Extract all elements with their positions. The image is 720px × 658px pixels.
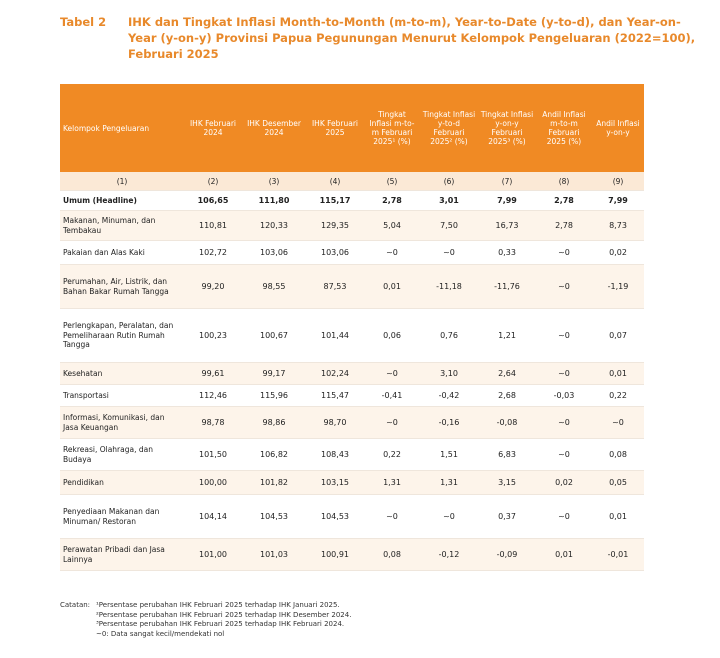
value-cell: 0,22 [592,385,644,407]
column-header: Andil Inflasi y-on-y [592,84,644,172]
value-cell: 115,47 [306,385,364,407]
value-cell: 0,07 [592,309,644,363]
value-cell: -11,76 [478,265,536,309]
column-header: Tingkat Inflasi y-to-d Februari 2025² (%) [420,84,478,172]
value-cell: ~0 [364,363,420,385]
column-header: Kelompok Pengeluaran [60,84,184,172]
table-row [60,439,644,471]
value-cell: ~0 [536,363,592,385]
value-cell: 0,02 [592,241,644,265]
value-cell: -1,19 [592,265,644,309]
value-cell: ~0 [364,241,420,265]
table-row [60,495,644,539]
table-row [60,309,644,363]
value-cell: 112,46 [184,385,242,407]
column-header: Tingkat Inflasi m-to-m Februari 2025¹ (%) [364,84,420,172]
column-index: (5) [364,172,420,191]
group-name: Kesehatan [60,363,184,385]
value-cell: ~0 [536,495,592,539]
value-cell: -0,16 [420,407,478,439]
value-cell: 104,14 [184,495,242,539]
value-cell: 0,06 [364,309,420,363]
value-cell: ~0 [364,407,420,439]
value-cell: 106,82 [242,439,306,471]
value-cell: -0,12 [420,539,478,571]
value-cell: -0,08 [478,407,536,439]
value-cell: 100,00 [184,471,242,495]
note-line: ³Persentase perubahan IHK Februari 2025 terhadap IHK Februari 2024. [96,620,345,628]
value-cell: -0,03 [536,385,592,407]
value-cell: 0,76 [420,309,478,363]
value-cell: 1,31 [420,471,478,495]
column-header: IHK Februari 2025 [306,84,364,172]
value-cell: -0,09 [478,539,536,571]
column-index: (7) [478,172,536,191]
value-cell: -0,01 [592,539,644,571]
value-cell: 98,70 [306,407,364,439]
table-row [60,385,644,407]
value-cell: 101,00 [184,539,242,571]
value-cell: ~0 [420,495,478,539]
value-cell: 0,08 [592,439,644,471]
group-name: Makanan, Minuman, dan Tembakau [60,211,184,241]
column-index: (8) [536,172,592,191]
value-cell: 2,68 [478,385,536,407]
table-row [60,363,644,385]
group-name: Transportasi [60,385,184,407]
value-cell: 0,33 [478,241,536,265]
value-cell: -0,41 [364,385,420,407]
column-index: (3) [242,172,306,191]
notes-label: Catatan: [60,601,91,609]
value-cell: 101,82 [242,471,306,495]
column-index: (1) [60,172,184,191]
column-index: (4) [306,172,364,191]
value-cell: 87,53 [306,265,364,309]
note-line: ²Persentase perubahan IHK Februari 2025 terhadap IHK Desember 2024. [96,610,352,619]
table-row [60,471,644,495]
value-cell: 0,01 [592,363,644,385]
column-header: IHK Desember 2024 [242,84,306,172]
value-cell: 6,83 [478,439,536,471]
value-cell: 108,43 [306,439,364,471]
value-cell: ~0 [536,241,592,265]
value-cell: ~0 [536,309,592,363]
value-cell: 2,78 [536,191,592,211]
value-cell: 2,64 [478,363,536,385]
value-cell: ~0 [536,265,592,309]
value-cell: 98,78 [184,407,242,439]
group-name: Perumahan, Air, Listrik, dan Bahan Bakar Rumah Tangga [60,265,184,309]
value-cell: 120,33 [242,211,306,241]
value-cell: 0,01 [536,539,592,571]
value-cell: 101,50 [184,439,242,471]
value-cell: 110,81 [184,211,242,241]
value-cell: 129,35 [306,211,364,241]
value-cell: ~0 [592,407,644,439]
group-name: Penyediaan Makanan dan Minuman/ Restoran [60,495,184,539]
group-name: Informasi, Komunikasi, dan Jasa Keuangan [60,407,184,439]
column-header: Andil Inflasi m-to-m Februari 2025 (%) [536,84,592,172]
table-row [60,241,644,265]
value-cell: 103,06 [242,241,306,265]
value-cell: 7,99 [478,191,536,211]
group-name: Pakaian dan Alas Kaki [60,241,184,265]
value-cell: 104,53 [306,495,364,539]
value-cell: 104,53 [242,495,306,539]
value-cell: 5,04 [364,211,420,241]
group-name: Perlengkapan, Peralatan, dan Pemeliharaan Rutin Rumah Tangga [60,309,184,363]
column-index: (6) [420,172,478,191]
value-cell: 99,17 [242,363,306,385]
value-cell: 3,01 [420,191,478,211]
value-cell: 1,31 [364,471,420,495]
table-row [60,211,644,241]
value-cell: 7,50 [420,211,478,241]
column-header: IHK Februari 2024 [184,84,242,172]
value-cell: -11,18 [420,265,478,309]
group-name: Perawatan Pribadi dan Jasa Lainnya [60,539,184,571]
table-row [60,191,644,211]
value-cell: 16,73 [478,211,536,241]
note-line: ¹Persentase perubahan IHK Februari 2025 terhadap IHK Januari 2025. [96,601,340,609]
value-cell: 1,21 [478,309,536,363]
value-cell: 0,01 [592,495,644,539]
table-row [60,265,644,309]
value-cell: 0,22 [364,439,420,471]
value-cell: 2,78 [536,211,592,241]
value-cell: ~0 [536,407,592,439]
value-cell: ~0 [536,439,592,471]
value-cell: 106,65 [184,191,242,211]
group-name: Pendidikan [60,471,184,495]
value-cell: 115,17 [306,191,364,211]
group-name: Rekreasi, Olahraga, dan Budaya [60,439,184,471]
table-caption: IHK dan Tingkat Inflasi Month-to-Month (m-to-m), Year-to-Date (y-to-d), dan Year-on-Year (y-on-y) Provinsi Papua Pegunungan Menurut Kelompok Pengeluaran (2022=100), Februari 2025 [128,15,696,61]
value-cell: 3,15 [478,471,536,495]
note-line: ~0: Data sangat kecil/mendekati nol [96,629,225,638]
value-cell: 0,37 [478,495,536,539]
value-cell: 100,67 [242,309,306,363]
table-row [60,407,644,439]
value-cell: 99,20 [184,265,242,309]
table-row [60,539,644,571]
table-number: Tabel 2 [60,15,107,29]
value-cell: 0,05 [592,471,644,495]
value-cell: 1,51 [420,439,478,471]
value-cell: 98,55 [242,265,306,309]
column-index: (2) [184,172,242,191]
inflation-table [60,84,644,571]
value-cell: 100,91 [306,539,364,571]
value-cell: 99,61 [184,363,242,385]
column-index: (9) [592,172,644,191]
value-cell: 2,78 [364,191,420,211]
header-row [60,84,644,172]
value-cell: 98,86 [242,407,306,439]
value-cell: 7,99 [592,191,644,211]
value-cell: 0,01 [364,265,420,309]
value-cell: 101,03 [242,539,306,571]
value-cell: 102,24 [306,363,364,385]
value-cell: 8,73 [592,211,644,241]
value-cell: 111,80 [242,191,306,211]
column-header: Tingkat Inflasi y-on-y Februari 2025³ (%) [478,84,536,172]
value-cell: 0,02 [536,471,592,495]
value-cell: 102,72 [184,241,242,265]
value-cell: 101,44 [306,309,364,363]
value-cell: 103,06 [306,241,364,265]
value-cell: 100,23 [184,309,242,363]
group-name: Umum (Headline) [60,191,184,211]
value-cell: 115,96 [242,385,306,407]
notes-list [96,601,351,639]
value-cell: ~0 [420,241,478,265]
column-index-row [60,172,644,191]
value-cell: ~0 [364,495,420,539]
value-cell: 0,08 [364,539,420,571]
value-cell: -0,42 [420,385,478,407]
value-cell: 3,10 [420,363,478,385]
value-cell: 103,15 [306,471,364,495]
